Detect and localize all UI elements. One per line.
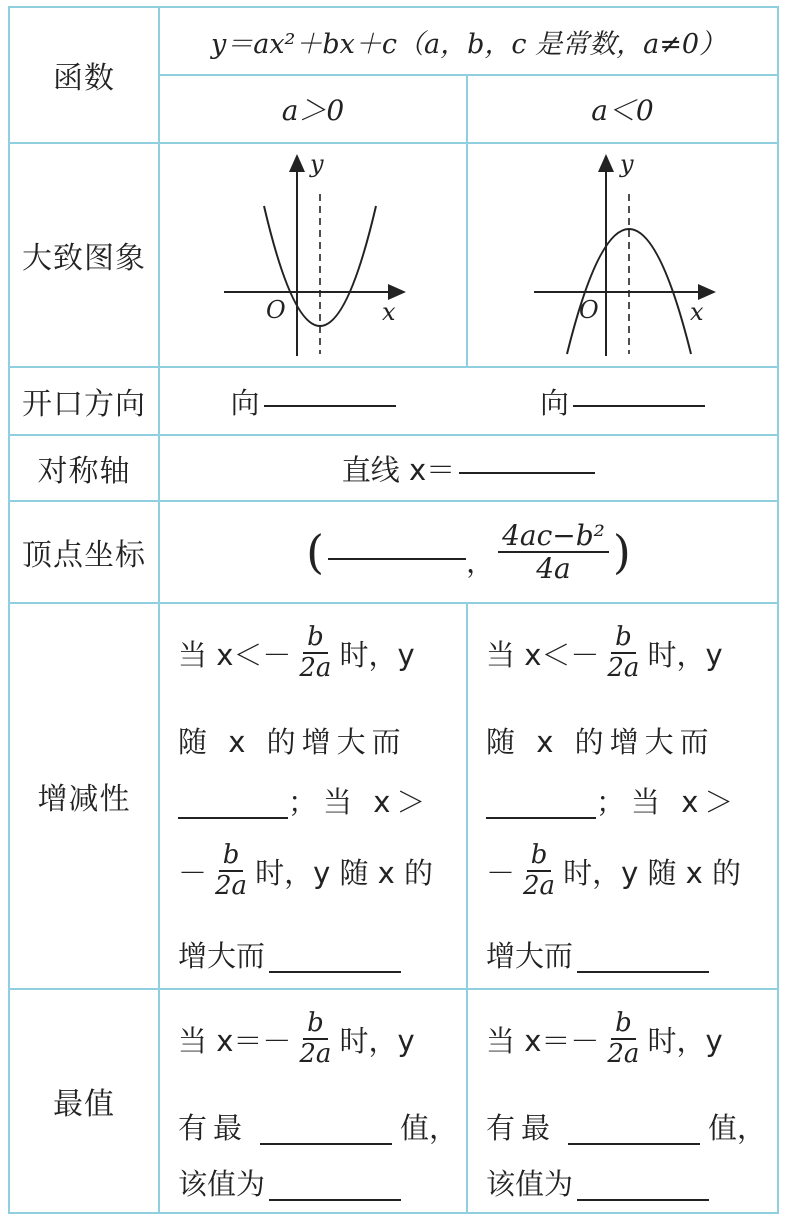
axis-of-symmetry-cell [160, 436, 777, 500]
answer-blank[interactable] [486, 817, 596, 819]
text-line: 有最 [486, 1111, 557, 1145]
answer-blank[interactable] [264, 405, 396, 407]
text-line: 时，y [339, 1023, 415, 1058]
downward-parabola-graph [468, 144, 777, 366]
fraction-denominator: 2a [299, 653, 332, 684]
text-line: 该值为 [178, 1167, 266, 1201]
text-line: － [178, 855, 208, 890]
label-graph: 大致图象 [22, 241, 146, 276]
text-line: 增大而 [486, 939, 574, 973]
close-paren: ) [612, 525, 631, 579]
text-line: 当 x＝－ [178, 1023, 292, 1058]
axis-label-x: x [690, 298, 704, 326]
fraction-numerator: 4ac−b² [498, 521, 609, 553]
text-line: 随 x 的增大而 [486, 725, 715, 759]
fraction-b-over-2a [211, 842, 251, 901]
text-line: 时，y 随 x 的 [255, 855, 434, 890]
fraction-numerator: b [527, 842, 552, 872]
answer-blank[interactable] [459, 472, 595, 474]
function-formula: y＝ax²＋bx＋c（a，b，c 是常数，a≠0） [210, 28, 727, 60]
extreme-left [178, 990, 460, 1212]
fraction-denominator: 2a [607, 653, 640, 684]
origin-label: O [579, 296, 599, 324]
origin-label: O [266, 296, 286, 324]
opening-left [160, 368, 466, 434]
text-line: 时，y [647, 1023, 723, 1058]
fraction-b-over-2a [295, 624, 335, 683]
answer-blank[interactable] [577, 1199, 709, 1201]
fraction-denominator: 2a [607, 1039, 640, 1070]
upward-parabola-graph [160, 144, 466, 366]
answer-blank[interactable] [577, 971, 709, 973]
fraction-b-over-2a [603, 1010, 643, 1069]
answer-blank[interactable] [568, 1143, 700, 1145]
fraction-numerator: b [611, 1010, 636, 1040]
fraction-denominator: 4a [536, 552, 571, 585]
label-function: 函数 [53, 61, 115, 96]
case-a-negative: a＜0 [591, 94, 654, 127]
text-line: ；当 x＞ [288, 785, 432, 819]
open-paren: ( [306, 525, 325, 579]
case-a-positive: a＞0 [281, 94, 345, 127]
label-axis-of-symmetry: 对称轴 [37, 454, 131, 489]
text-line: 时，y [339, 637, 415, 672]
fraction-b-over-2a [295, 1010, 335, 1069]
answer-blank[interactable] [178, 817, 288, 819]
opening-left-text: 向 [230, 385, 260, 420]
col-divider-mid [466, 602, 468, 1214]
opening-right [468, 368, 777, 434]
label-monotonicity: 增减性 [37, 782, 131, 817]
fraction-denominator: 2a [299, 1039, 332, 1070]
answer-blank[interactable] [269, 1199, 401, 1201]
axis-of-symmetry-text: 直线 x＝ [341, 452, 456, 487]
monotonic-right [486, 604, 768, 988]
text-line: 时，y 随 x 的 [563, 855, 742, 890]
fraction-numerator: b [303, 624, 328, 654]
text-line: ；当 x＞ [596, 785, 740, 819]
fraction-numerator: b [303, 1010, 328, 1040]
comma: ， [466, 546, 495, 579]
opening-right-text: 向 [539, 385, 569, 420]
extreme-right [486, 990, 768, 1212]
fraction-denominator: 2a [215, 871, 248, 902]
fraction-b-over-2a [519, 842, 559, 901]
text-line: 该值为 [486, 1167, 574, 1201]
text-line: 当 x＝－ [486, 1023, 600, 1058]
fraction-b-over-2a [603, 624, 643, 683]
text-line: 值， [400, 1111, 459, 1145]
monotonic-left [178, 604, 460, 988]
vertex-y-fraction [498, 518, 609, 585]
answer-blank[interactable] [328, 558, 466, 560]
text-line: 当 x＜－ [178, 637, 292, 672]
fraction-numerator: b [219, 842, 244, 872]
label-vertex: 顶点坐标 [22, 538, 146, 573]
axis-label-y: y [620, 150, 634, 178]
label-extreme-value: 最值 [53, 1087, 115, 1122]
text-line: 当 x＜－ [486, 637, 600, 672]
answer-blank[interactable] [573, 405, 705, 407]
answer-blank[interactable] [260, 1143, 392, 1145]
fraction-numerator: b [611, 624, 636, 654]
label-opening-direction: 开口方向 [22, 387, 146, 422]
axis-label-x: x [382, 298, 396, 326]
text-line: 值， [708, 1111, 767, 1145]
vertex-cell [160, 502, 777, 602]
fraction-denominator: 2a [523, 871, 556, 902]
text-line: 随 x 的增大而 [178, 725, 407, 759]
answer-blank[interactable] [269, 971, 401, 973]
axis-label-y: y [310, 150, 324, 178]
text-line: 有最 [178, 1111, 249, 1145]
text-line: 增大而 [178, 939, 266, 973]
text-line: － [486, 855, 516, 890]
text-line: 时，y [647, 637, 723, 672]
